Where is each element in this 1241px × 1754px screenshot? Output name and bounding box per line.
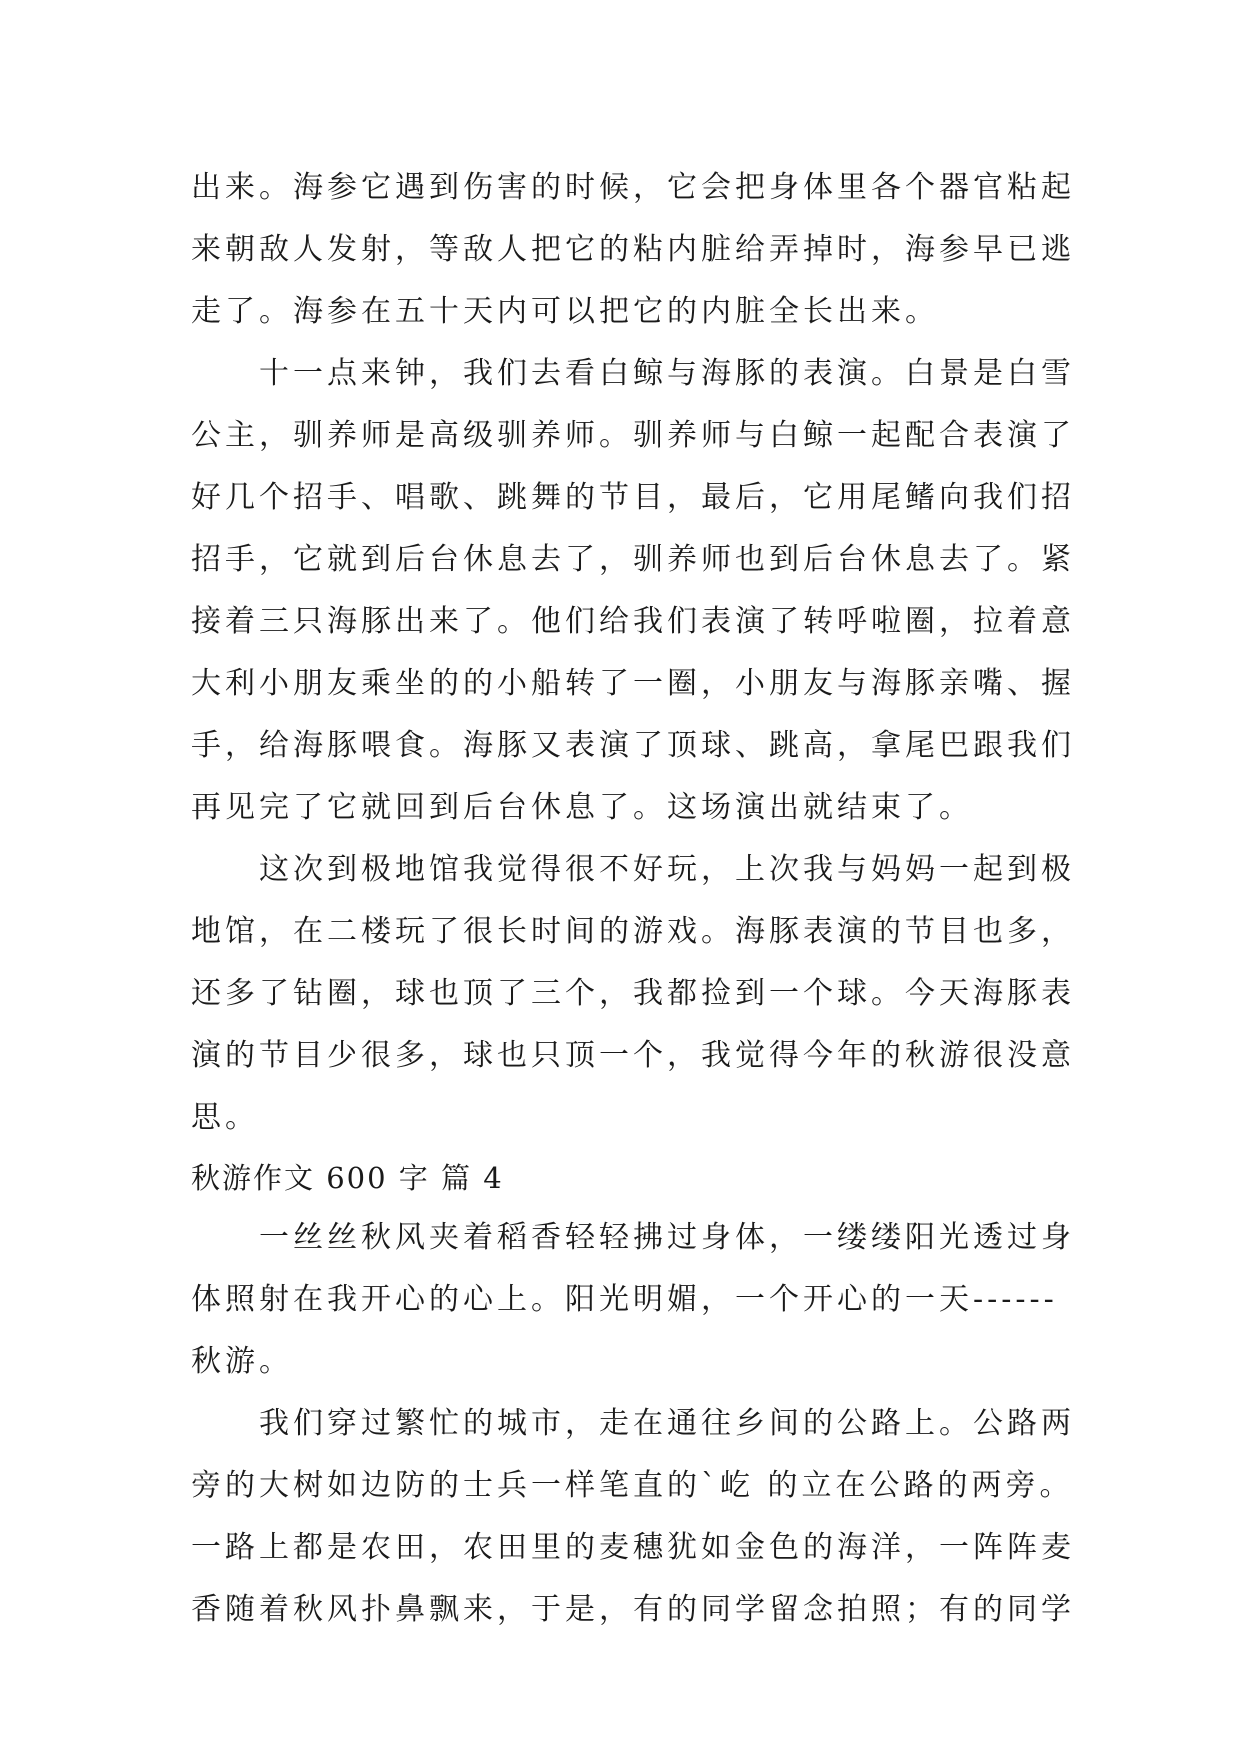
text-line: 来朝敌人发射，等敌人把它的粘内脏给弄掉时，海参早已逃 — [191, 232, 1075, 267]
text-line: 公主，驯养师是高级驯养师。驯养师与白鲸一起配合表演了 — [191, 418, 1075, 453]
text-line: 出来。海参它遇到伤害的时候，它会把身体里各个器官粘起 — [191, 170, 1075, 205]
text-line: 还多了钻圈，球也顶了三个，我都捡到一个球。今天海豚表 — [191, 976, 1075, 1011]
text-line: 大利小朋友乘坐的的小船转了一圈，小朋友与海豚亲嘴、握 — [191, 666, 1075, 701]
text-line: 走了。海参在五十天内可以把它的内脏全长出来。 — [191, 294, 939, 329]
text-line: 一丝丝秋风夹着稻香轻轻拂过身体，一缕缕阳光透过身 — [259, 1220, 1075, 1255]
text-line: 一路上都是农田，农田里的麦穗犹如金色的海洋，一阵阵麦 — [191, 1530, 1075, 1565]
document-body — [191, 157, 1075, 1641]
text-line: 体照射在我开心的心上。阳光明媚，一个开心的一天------ — [191, 1282, 1058, 1317]
text-line: 这次到极地馆我觉得很不好玩，上次我与妈妈一起到极 — [259, 852, 1075, 887]
text-line: 十一点来钟，我们去看白鲸与海豚的表演。白景是白雪 — [259, 356, 1075, 391]
text-line: 思。 — [191, 1100, 259, 1135]
text-line: 招手，它就到后台休息去了，驯养师也到后台休息去了。紧 — [191, 542, 1075, 577]
text-line: 旁的大树如边防的士兵一样笔直的`屹 的立在公路的两旁。 — [191, 1468, 1074, 1503]
text-line: 演的节目少很多，球也只顶一个，我觉得今年的秋游很没意 — [191, 1038, 1075, 1073]
text-line: 接着三只海豚出来了。他们给我们表演了转呼啦圈，拉着意 — [191, 604, 1075, 639]
text-line: 地馆，在二楼玩了很长时间的游戏。海豚表演的节目也多， — [191, 914, 1075, 949]
text-line: 秋游。 — [191, 1344, 293, 1379]
text-line: 再见完了它就回到后台休息了。这场演出就结束了。 — [191, 790, 973, 825]
text-line: 手，给海豚喂食。海豚又表演了顶球、跳高，拿尾巴跟我们 — [191, 728, 1075, 763]
text-line: 我们穿过繁忙的城市，走在通往乡间的公路上。公路两 — [259, 1406, 1075, 1441]
section-title: 秋游作文 600 字 篇 4 — [191, 1161, 504, 1195]
text-line: 香随着秋风扑鼻飘来，于是，有的同学留念拍照；有的同学 — [191, 1592, 1075, 1627]
text-line: 好几个招手、唱歌、跳舞的节目，最后，它用尾鳍向我们招 — [191, 480, 1075, 515]
